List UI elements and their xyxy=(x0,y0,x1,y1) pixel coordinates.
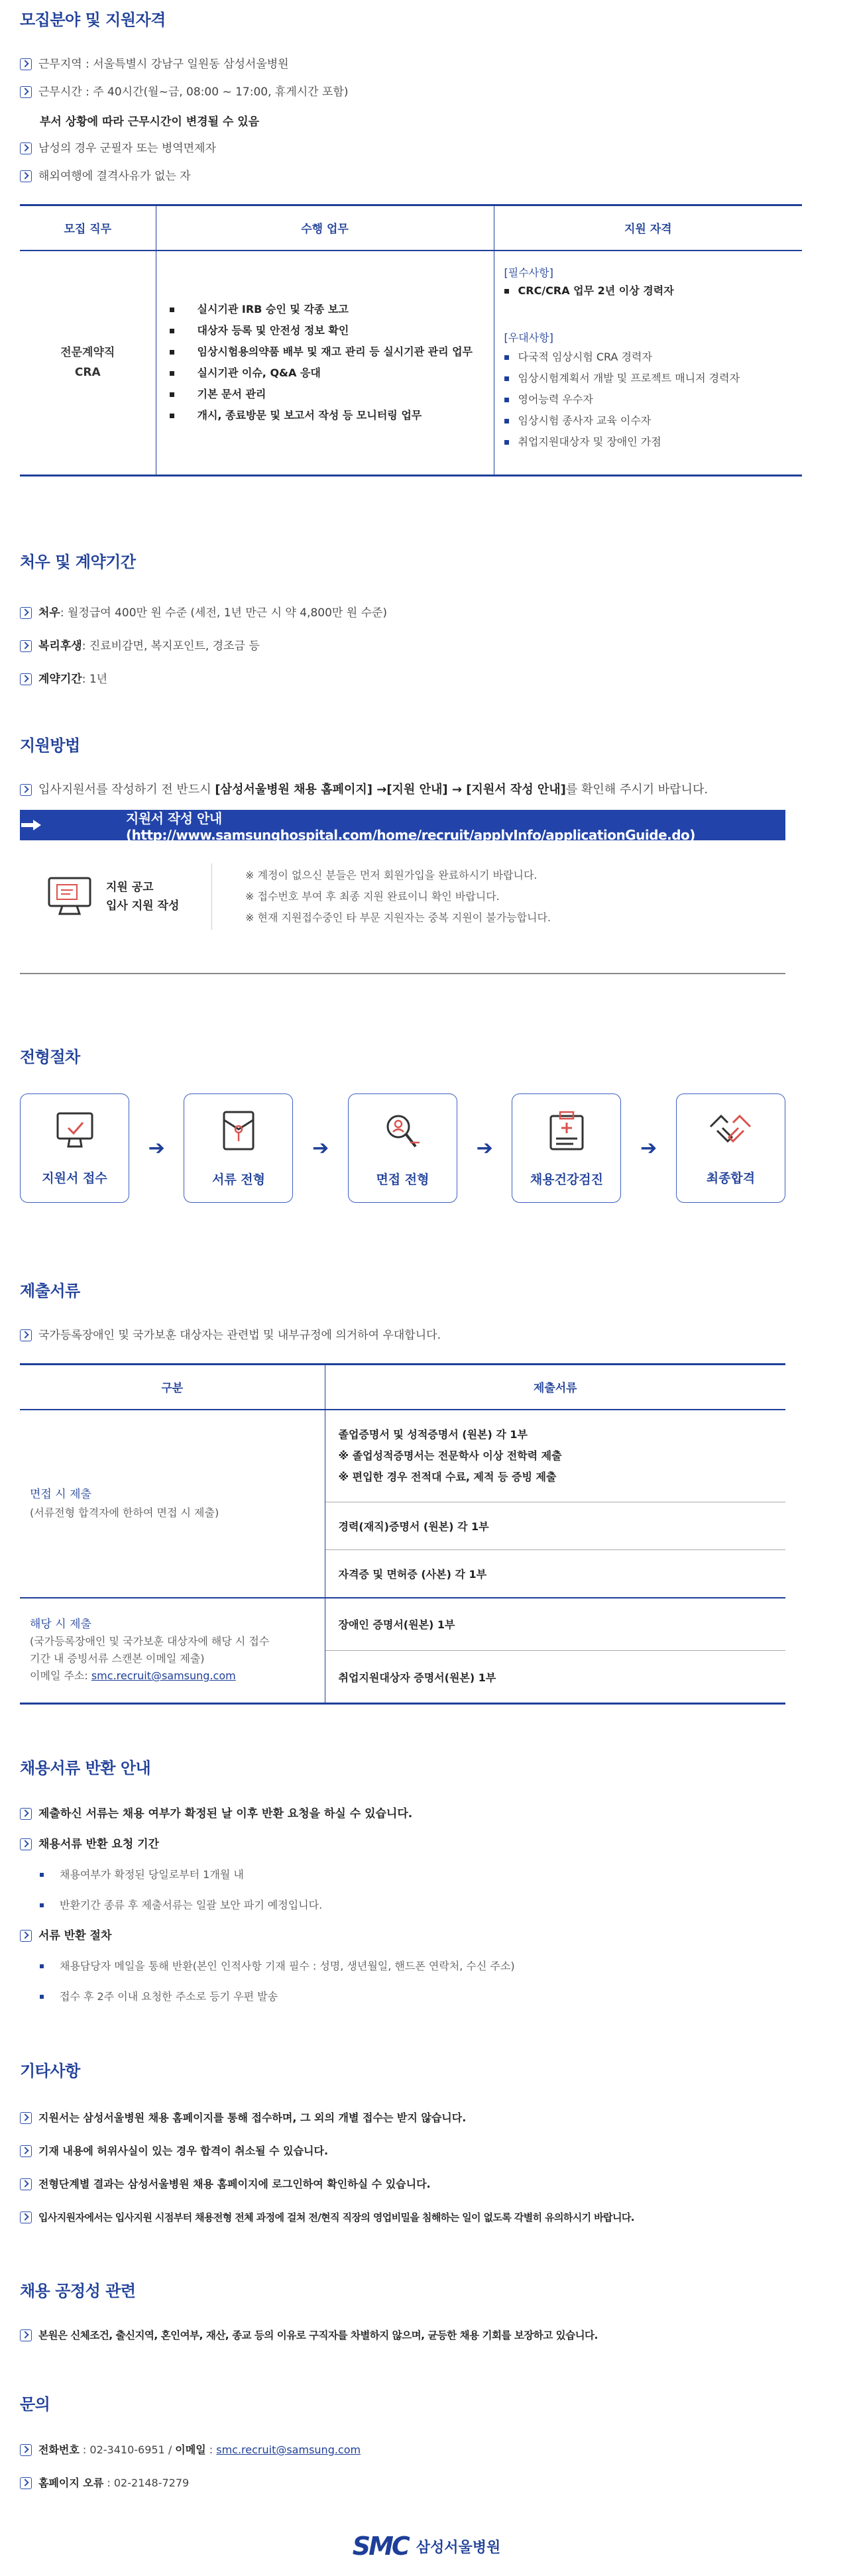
bullet-item: 지원서는 삼성서울병원 채용 홈페이지를 통해 접수하며, 그 외의 개별 접수는 받지 않습니다. xyxy=(20,2110,815,2126)
duty-item: 기본 문서 관리 xyxy=(170,386,484,402)
check-icon xyxy=(20,86,32,98)
contact-phone: 전화번호 : 02-3410-6951 / 이메일 : smc.recruit@samsung.com xyxy=(20,2442,785,2458)
section-title: 모집분야 및 지원자격 xyxy=(20,11,166,29)
apply-section xyxy=(20,732,785,974)
docs-group-cell: 해당 시 제출 (국가등록장애인 및 국가보훈 대상자에 해당 시 접수기간 내 증빙서류 스캔본 이메일 제출) 이메일 주소: smc.recruit@samsung.com xyxy=(20,1598,325,1704)
sub-item: 채용여부가 확정된 당일로부터 1개월 내 xyxy=(20,1867,785,1883)
section-title: 문의 xyxy=(20,2395,50,2414)
job-cell: 전문계약직 CRA xyxy=(20,251,156,476)
bullet-item: 국가등록장애인 및 국가보훈 대상자는 관련법 및 내부규정에 의거하여 우대합니다. xyxy=(20,1327,785,1343)
duty-item: 실시기관 이슈, Q&A 응대 xyxy=(170,365,484,381)
sub-item: 접수 후 2주 이내 요청한 주소로 등기 우편 발송 xyxy=(20,1989,785,2005)
recruit-section xyxy=(20,7,802,476)
duties-cell xyxy=(156,251,494,476)
required-item: CRC/CRA 업무 2년 이상 경력자 xyxy=(504,282,793,300)
check-icon xyxy=(20,58,32,70)
table-header: 수행 업무 xyxy=(156,205,494,251)
preferred-item: 영어능력 우수자 xyxy=(504,389,793,410)
check-icon xyxy=(20,2444,32,2456)
arrow-right-icon: ➔ xyxy=(476,1137,493,1160)
check-icon xyxy=(20,142,32,154)
section-title: 전형절차 xyxy=(20,1048,80,1066)
check-icon xyxy=(20,1838,32,1850)
process-step: 면접 전형 xyxy=(348,1093,457,1203)
bullet-item: 복리후생: 진료비감면, 복지포인트, 경조금 등 xyxy=(20,638,802,654)
check-icon xyxy=(20,2329,32,2341)
process-step: 지원서 접수 xyxy=(20,1093,129,1203)
process-section xyxy=(20,1044,785,1203)
duty-item: 실시기관 IRB 승인 및 각종 보고 xyxy=(170,302,484,317)
docs-row: 장애인 증명서(원본) 1부 xyxy=(338,1618,455,1632)
arrow-right-icon xyxy=(20,818,42,832)
terms-section xyxy=(20,549,802,687)
arrow-right-icon: ➔ xyxy=(312,1137,329,1160)
apply-info-box: 지원 공고 입사 지원 작성 ※ 계정이 없으신 분들은 먼저 회원가입을 완료하시기 바랍니다. ※ 접수번호 부여 후 최종 지원 완료이니 확인 바랍니다. ※ 현재 지원접수중인 타 부문 지원자는 중복 지원이 불가능합니다. xyxy=(20,860,785,933)
table-header: 지원 자격 xyxy=(624,223,672,237)
bullet-item: 계약기간: 1년 xyxy=(20,671,802,687)
divider xyxy=(20,973,785,974)
process-step: 최종합격 xyxy=(676,1093,785,1203)
preferred-item: 다국적 임상시험 CRA 경력자 xyxy=(504,347,793,368)
table-header: 제출서류 xyxy=(533,1382,577,1396)
table-header: 구분 xyxy=(20,1365,325,1410)
handshake-icon xyxy=(708,1111,753,1154)
contact-error: 홈페이지 오류 : 02-2148-7279 xyxy=(20,2475,785,2491)
arrow-right-icon: ➔ xyxy=(640,1137,657,1160)
email-link[interactable]: smc.recruit@samsung.com xyxy=(216,2443,361,2456)
check-icon xyxy=(20,784,32,796)
check-icon xyxy=(20,640,32,652)
check-icon xyxy=(20,1329,32,1341)
bullet-item: 전형단계별 결과는 삼성서울병원 채용 홈페이지에 로그인하여 확인하실 수 있습니다. xyxy=(20,2176,815,2192)
bullet-item: 기재 내용에 허위사실이 있는 경우 합격이 취소될 수 있습니다. xyxy=(20,2143,815,2159)
docs-table xyxy=(20,1363,785,1705)
monitor-icon xyxy=(46,874,93,920)
check-icon xyxy=(20,2178,32,2190)
duty-item: 대상자 등록 및 안전성 정보 확인 xyxy=(170,323,484,339)
docs-row: 자격증 및 면허증 (사본) 각 1부 xyxy=(338,1567,487,1581)
check-icon xyxy=(20,2477,32,2489)
bullet-item: 입사지원자에서는 입사지원 시점부터 채용전형 전체 과정에 걸쳐 전/현직 직장의 영업비밀을 침해하는 일이 없도록 각별히 유의하시기 바랍니다. xyxy=(20,2210,815,2225)
bullet-item: 근무지역 : 서울특별시 강남구 일원동 삼성서울병원 xyxy=(20,56,802,72)
section-title: 채용 공정성 관련 xyxy=(20,2282,136,2300)
duty-item: 개시, 종료방문 및 보고서 작성 등 모니터링 업무 xyxy=(170,408,484,423)
check-icon xyxy=(20,2112,32,2124)
process-step: 채용건강검진 xyxy=(512,1093,621,1203)
return-docs-section xyxy=(20,1755,785,2005)
interview-magnifier-icon xyxy=(381,1109,424,1155)
preferred-item: 취업지원대상자 및 장애인 가점 xyxy=(504,431,793,453)
footer-logo xyxy=(0,2532,853,2561)
hospital-name: 삼성서울병원 xyxy=(416,2539,501,2556)
application-guide-banner[interactable]: 지원서 작성 안내(http://www.samsunghospital.com/home/recruit/applyInfo/applicationGuide.do) xyxy=(20,810,785,840)
sub-item: 채용담당자 메일을 통해 반환(본인 인적사항 기재 필수 : 성명, 생년월일, 핸드폰 연락처, 수신 주소) xyxy=(20,1958,785,1974)
check-icon xyxy=(20,2145,32,2157)
check-icon xyxy=(20,2212,32,2223)
process-step: 서류 전형 xyxy=(184,1093,293,1203)
document-envelope-icon xyxy=(219,1109,258,1155)
preferred-item: 임상시험 종사자 교육 이수자 xyxy=(504,410,793,431)
fairness-section xyxy=(20,2278,815,2343)
section-title: 채용서류 반환 안내 xyxy=(20,1759,151,1777)
bullet-item: 서류 반환 절차 xyxy=(20,1928,785,1944)
section-title: 처우 및 계약기간 xyxy=(20,553,136,571)
section-title: 지원방법 xyxy=(20,736,80,755)
arrow-right-icon: ➔ xyxy=(148,1137,165,1160)
recruit-table xyxy=(20,204,802,476)
smc-logo-mark: SMC xyxy=(352,2532,408,2561)
bullet-item: 남성의 경우 군필자 또는 병역면제자 xyxy=(20,140,802,156)
email-link[interactable]: smc.recruit@samsung.com xyxy=(91,1669,236,1683)
work-hours-note: 부서 상황에 따라 근무시간이 변경될 수 있음 xyxy=(40,115,260,129)
docs-section xyxy=(20,1278,785,1705)
bullet-item: 해외여행에 결격사유가 없는 자 xyxy=(20,168,802,184)
duty-item: 임상시험용의약품 배부 및 재고 관리 등 실시기관 관리 업무 xyxy=(170,344,484,360)
apply-instruction: 입사지원서를 작성하기 전 반드시 [삼성서울병원 채용 홈페이지] →[지원 안내] → [지원서 작성 안내]를 확인해 주시기 바랍니다. xyxy=(20,782,785,798)
docs-group-cell: 면접 시 제출 (서류전형 합격자에 한하여 면접 시 제출) xyxy=(20,1410,325,1598)
bullet-item: 근무시간 : 주 40시간(월~금, 08:00 ~ 17:00, 휴게시간 포함) xyxy=(20,84,802,100)
docs-row: 경력(재직)증명서 (원본) 각 1부 xyxy=(338,1520,489,1533)
table-header: 모집 직무 xyxy=(20,205,156,251)
docs-row: 졸업증명서 및 성적증명서 (원본) 각 1부 ※ 졸업성적증명서는 전문학사 이상 전학력 제출 ※ 편입한 경우 전적대 수료, 제적 등 증빙 제출 xyxy=(338,1428,562,1483)
qualification-cell xyxy=(494,251,802,476)
apply-note: ※ 현재 지원접수중인 타 부문 지원자는 중복 지원이 불가능합니다. xyxy=(245,911,551,924)
sub-item: 반환기간 종류 후 제출서류는 일괄 보안 파기 예정입니다. xyxy=(20,1897,785,1913)
check-icon xyxy=(20,1808,32,1820)
apply-note: ※ 계정이 없으신 분들은 먼저 회원가입을 완료하시기 바랍니다. xyxy=(245,869,538,881)
bullet-item: 제출하신 서류는 채용 여부가 확정된 날 이후 반환 요청을 하실 수 있습니다. xyxy=(20,1806,785,1822)
docs-row: 취업지원대상자 증명서(원본) 1부 xyxy=(338,1671,496,1684)
apply-note: ※ 접수번호 부여 후 최종 지원 완료이니 확인 바랍니다. xyxy=(245,890,500,903)
check-icon xyxy=(20,170,32,182)
bullet-item: 채용서류 반환 요청 기간 xyxy=(20,1836,785,1852)
monitor-icon xyxy=(54,1111,96,1154)
bullet-item: 처우: 월정급여 400만 원 수준 (세전, 1년 만근 시 약 4,800만 원 수준) xyxy=(20,605,802,621)
contact-section xyxy=(20,2391,785,2491)
section-title: 제출서류 xyxy=(20,1282,80,1300)
etc-section xyxy=(20,2058,815,2225)
bullet-item: 본원은 신체조건, 출신지역, 혼인여부, 재산, 종교 등의 이유로 구직자를 차별하지 않으며, 균등한 채용 기회를 보장하고 있습니다. xyxy=(20,2327,815,2343)
check-icon xyxy=(20,1930,32,1942)
section-title: 기타사항 xyxy=(20,2062,80,2080)
preferred-label: [우대사항] xyxy=(504,331,553,344)
medical-checkup-icon xyxy=(547,1109,587,1155)
check-icon xyxy=(20,607,32,619)
check-icon xyxy=(20,673,32,685)
preferred-item: 임상시험계획서 개발 및 프로젝트 매니저 경력자 xyxy=(504,368,793,389)
required-label: [필수사항] xyxy=(504,266,553,279)
